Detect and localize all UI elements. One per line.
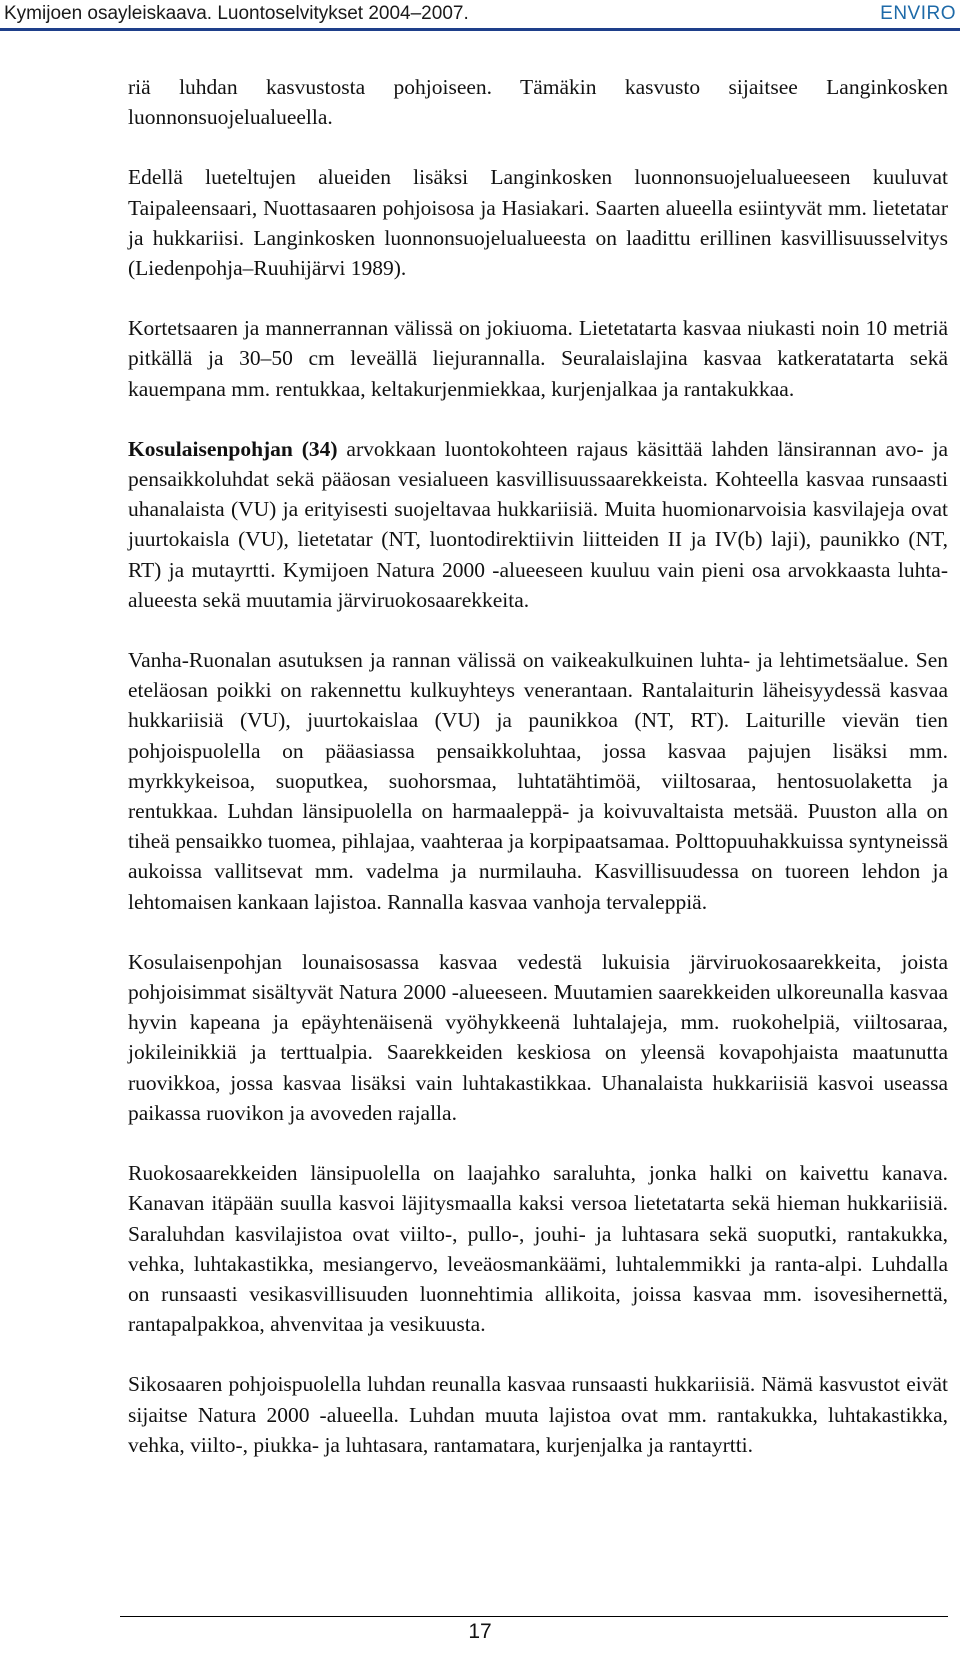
- paragraph-5: [128, 645, 948, 917]
- paragraph-text: Vanha-Ruonalan asutuksen ja rannan välissä on vaikeakulkuinen luhta- ja lehtimetsäalue. Sen eteläosan poikki on rakennettu kulkuyhteys venerantaan. Rantalaiturin läheisyydessä kasvaa hukkariisiä (VU), juurtokaislaa (VU) ja paunikkoa (NT, RT). Laiturille vievän tien pohjoispuolella on pääasiassa pensaikkoluhtaa, jossa kasvaa pajujen lisäksi mm. myrkkykeisoa, suoputkea, suohorsmaa, luhtatähtimöä, viiltosaraa, hentosuolaketta ja rentukkaa. Luhdan länsipuolella on harmaaleppä- ja koivuvaltaista metsää. Puuston alla on tiheä pensaikko tuomea, pihlajaa, vaahteraa ja korpipaatsamaa. Polttopuuhakkuissa syntyneissä aukoissa vallitsevat mm. vadelma ja nurmilauha. Kasvillisuudessa on tuoreen lehdon ja lehtomaisen kankaan lajistoa. Rannalla kasvaa vanhoja tervaleppiä.: [128, 648, 948, 914]
- paragraph-4: [128, 434, 948, 615]
- paragraph-1: [128, 72, 948, 132]
- paragraph-2: [128, 162, 948, 283]
- page-header: [0, 0, 960, 40]
- paragraph-text: Sikosaaren pohjoispuolella luhdan reunalla kasvaa runsaasti hukkariisiä. Nämä kasvustot eivät sijaitse Natura 2000 -alueella. Luhdan muuta lajistoa ovat mm. rantakukka, luhtakastikka, vehka, viilto-, piukka- ja luhtasara, rantamatara, kurjenjalka ja rantayrtti.: [128, 1372, 948, 1457]
- paragraph-text: Edellä lueteltujen alueiden lisäksi Langinkosken luonnonsuojelualueeseen kuuluvat Taipaleensaari, Nuottasaaren pohjoisosa ja Hasiakari. Saarten alueella esiintyvät mm. lietetatar ja hukkariisi. Langinkosken luonnonsuojelualueesta on laadittu erillinen kasvillisuusselvitys (Liedenpohja–Ruuhijärvi 1989).: [128, 165, 948, 281]
- paragraph-text: Ruokosaarekkeiden länsipuolella on laajahko saraluhta, jonka halki on kaivettu kanava. Kanavan itäpään suulla kasvoi läjitysmaalla kaksi versoa lietetatarta sekä hieman hukkariisiä. Saraluhdan kasvilajistoa ovat viilto-, pullo-, jouhi- ja luhtasara sekä suoputki, rantakukka, vehka, luhtakastikka, mesiangervo, leveäosmankäämi, luhtalemmikki ja ranta-alpi. Luhdalla on runsaasti vesikasvillisuuden luonnehtimia allikoita, joissa kasvaa mm. isovesihernettä, rantapalpakkoa, ahvenvitaa ja vesikuusta.: [128, 1161, 948, 1337]
- paragraph-text: riä luhdan kasvustosta pohjoiseen. Tämäkin kasvusto sijaitsee Langinkosken luonnonsuojelualueella.: [128, 75, 948, 130]
- paragraph-6: [128, 947, 948, 1128]
- body-text: [128, 72, 948, 1460]
- header-rule: [0, 28, 960, 31]
- paragraph-text: arvokkaan luontokohteen rajaus käsittää lahden länsirannan avo- ja pensaikkoluhdat sekä pääosan vesialueen kasvillisuussaarekkeista. Kohteella kasvaa runsaasti uhanalaista (VU) ja erityisesti suojeltavaa hukkariisiä. Muita huomionarvoisia kasvilajeja ovat juurtokaisla (VU), lietetatar (NT, luontodirektiivin liitteiden II ja IV(b) laji), paunikko (NT, RT) ja mutayrtti. Kymijoen Natura 2000 -alueeseen kuuluu vain pieni osa arvokkaasta luhta-alueesta sekä muutamia järviruokosaarekkeita.: [128, 436, 948, 612]
- footer-rule: [120, 1616, 948, 1617]
- enviro-logo: ENVIRO: [880, 3, 956, 24]
- site-heading: Kosulaisenpohjan (34): [128, 436, 338, 461]
- paragraph-3: [128, 313, 948, 404]
- paragraph-text: Kortetsaaren ja mannerrannan välissä on jokiuoma. Lietetatarta kasvaa niukasti noin 10 metriä pitkällä ja 30–50 cm leveällä liejurannalla. Seuralaislajina kasvaa katkeratatarta sekä kauempana mm. rentukkaa, keltakurjenmiekkaa, kurjenjalkaa ja rantakukkaa.: [128, 316, 948, 401]
- paragraph-text: Kosulaisenpohjan lounaisosassa kasvaa vedestä lukuisia järviruokosaarekkeita, joista pohjoisimmat sisältyvät Natura 2000 -alueeseen. Muutamien saarekkeiden ulkoreunalla kasvaa hyvin kapeana ja epäyhtenäisenä vyöhykkeenä luhtalajeja, mm. ruokohelpiä, viiltosaraa, jokileinikkiä ja terttualpia. Saarekkeiden keskiosa on yleensä kovapohjaista maatunutta ruovikkoa, jossa kasvaa lisäksi vain luhtakastikkaa. Uhanalaista hukkariisiä kasvoi useassa paikassa ruovikon ja avoveden rajalla.: [128, 949, 948, 1125]
- document-title: Kymijoen osayleiskaava. Luontoselvitykset 2004–2007.: [4, 3, 469, 24]
- paragraph-8: [128, 1369, 948, 1460]
- page-number: 17: [468, 1620, 492, 1643]
- paragraph-7: [128, 1158, 948, 1339]
